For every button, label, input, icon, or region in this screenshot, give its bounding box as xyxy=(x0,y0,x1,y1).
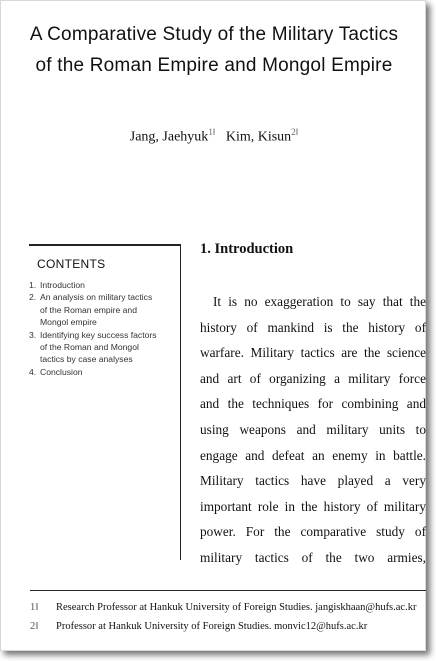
contents-item[interactable] xyxy=(29,366,176,378)
paragraph-line: history of mankind is the history of xyxy=(200,319,426,335)
paragraph-line: using weapons and military units to xyxy=(200,421,426,437)
title-line-1: A Comparative Study of the Military Tactics xyxy=(29,24,399,45)
contents-item-text: Identifying key success factors of the Roman and Mongol tactics by case analyses xyxy=(40,329,157,365)
contents-item-text: An analysis on military tactics of the Roman empire and Mongol empire xyxy=(40,292,153,328)
contents-item[interactable] xyxy=(29,279,176,291)
contents-item-number: 2. xyxy=(29,292,37,303)
contents-item-number: 3. xyxy=(29,329,37,340)
paragraph-line: It is no exaggeration to say that the xyxy=(213,294,426,309)
section-heading: 1. Introduction xyxy=(200,241,294,257)
author-line xyxy=(1,127,427,146)
paper-title xyxy=(1,19,427,81)
footnote-text: Research Professor at Hankuk University of Foreign Studies. jangiskhaan@hufs.ac.kr xyxy=(56,602,417,613)
footnote-text: Professor at Hankuk University of Foreign Studies. monvic12@hufs.ac.kr xyxy=(56,620,368,632)
paragraph-line: and the techniques for combining and xyxy=(200,396,426,412)
footnote-marker[interactable]: 1‖ xyxy=(208,127,216,137)
author-name: Jang, Jaehyuk xyxy=(129,129,209,145)
contents-item-text: Introduction xyxy=(40,280,85,290)
footnote-number: 2‖ xyxy=(30,620,39,632)
paragraph-line: military tactics of the two armies, xyxy=(200,549,426,565)
footnote-marker[interactable]: 2‖ xyxy=(291,127,299,137)
paragraph-line: Military tactics have played a very xyxy=(200,473,426,489)
footnote-2 xyxy=(30,619,426,635)
paragraph-line: engage and defeat an enemy in battle. xyxy=(200,447,426,463)
contents-item-number: 4. xyxy=(29,366,37,377)
footnotes xyxy=(30,590,426,634)
paragraph-line: warfare. Military tactics are the science xyxy=(200,345,426,361)
contents-item-number: 1. xyxy=(29,280,37,290)
contents-item[interactable] xyxy=(29,329,176,366)
contents-list xyxy=(29,279,180,378)
footnote-number: 1‖ xyxy=(30,602,39,613)
contents-item-text: Conclusion xyxy=(40,366,83,377)
introduction-paragraph xyxy=(200,289,426,571)
footnote-1 xyxy=(30,600,426,616)
author-name: Kim, Kisun xyxy=(225,129,292,145)
title-line-2: of the Roman Empire and Mongol Empire xyxy=(35,55,393,76)
paragraph-line: power. For the comparative study of xyxy=(200,524,426,540)
contents-heading: CONTENTS xyxy=(37,257,106,271)
contents-item[interactable] xyxy=(29,291,176,328)
paragraph-line: and art of organizing a military force xyxy=(200,370,426,386)
paragraph-line: important role in the history of military xyxy=(200,498,426,514)
contents-box xyxy=(29,244,181,560)
